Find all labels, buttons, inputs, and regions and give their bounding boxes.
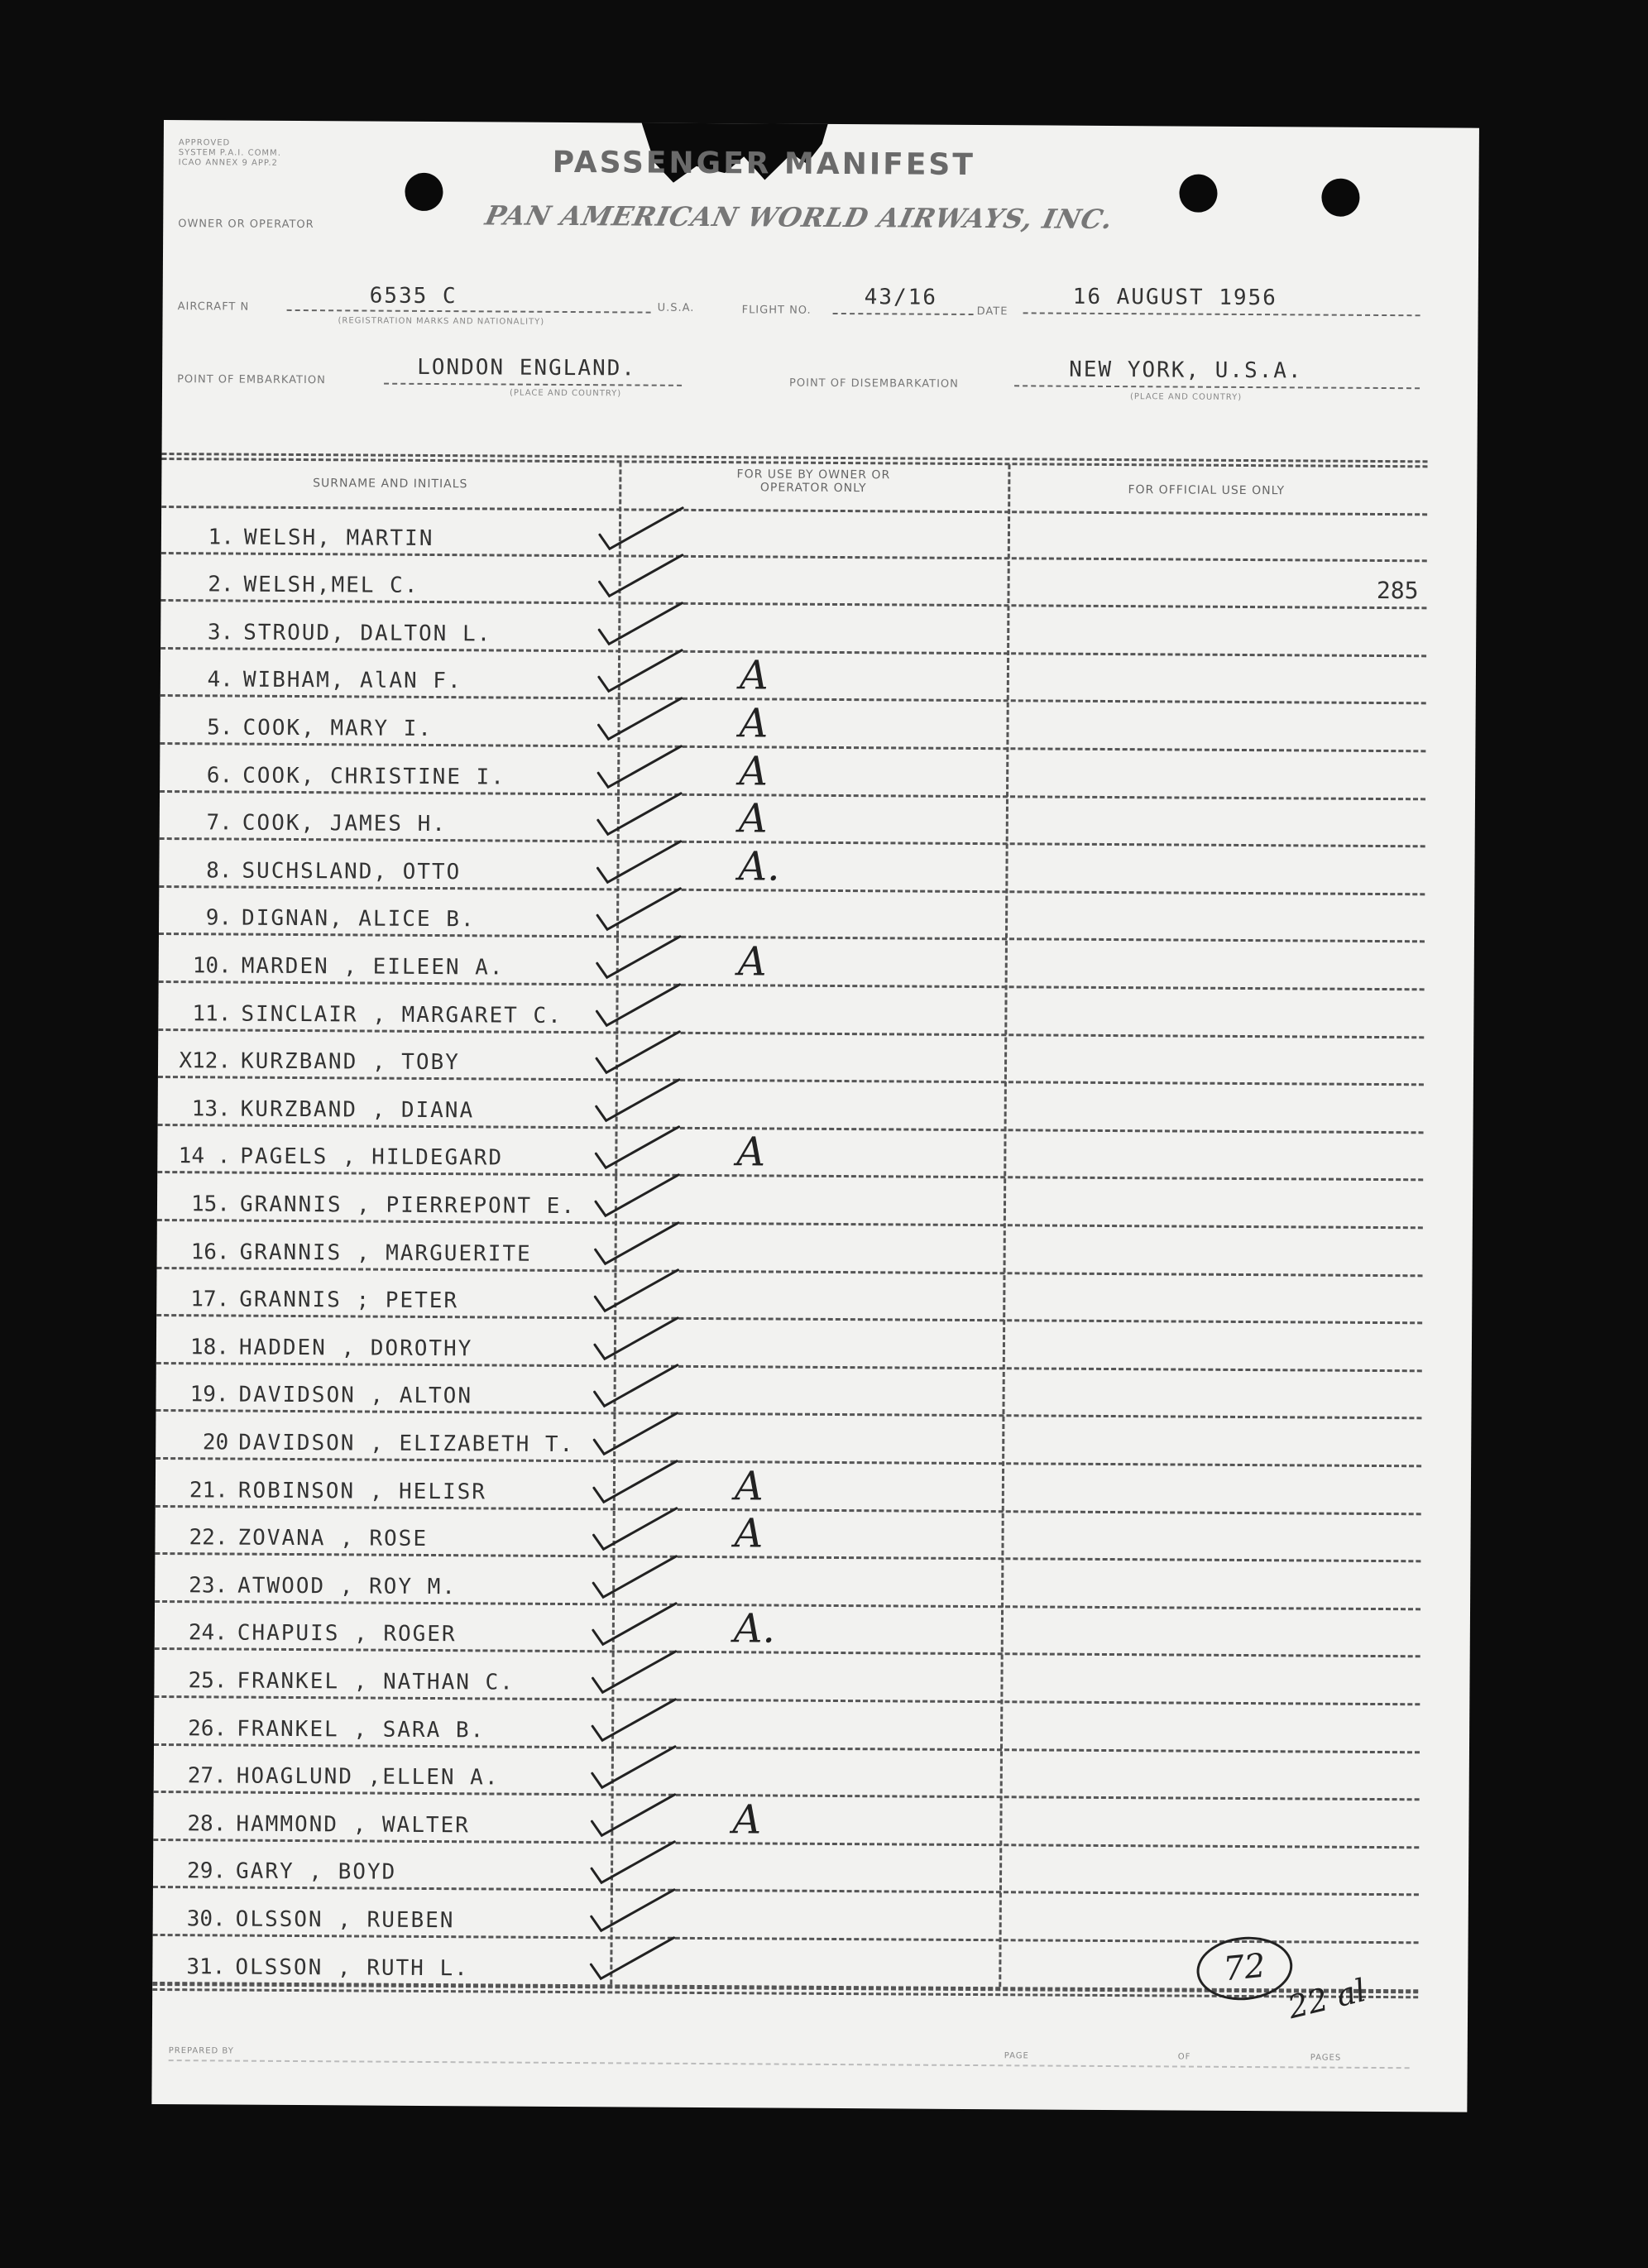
passenger-name: HOAGLUND ,ELLEN A. — [236, 1763, 500, 1791]
row-number: X12. — [179, 1048, 232, 1074]
table-row — [153, 1793, 1468, 1848]
row-number: 28. — [187, 1810, 227, 1837]
row-number: 18. — [189, 1335, 230, 1360]
table-row — [160, 697, 1475, 752]
passenger-name: DAVIDSON , ALTON — [238, 1382, 473, 1409]
underline — [384, 383, 682, 386]
row-number: 31. — [186, 1954, 226, 1980]
row-number: 11. — [192, 1000, 232, 1027]
passenger-name: FRANKEL , SARA B. — [237, 1716, 486, 1743]
passenger-name: OLSSON , RUTH L. — [235, 1954, 469, 1981]
row-number: 2. — [208, 572, 234, 597]
official-entry: 285 — [1376, 577, 1419, 605]
passenger-name: CHAPUIS , ROGER — [237, 1620, 457, 1647]
embark-value: LONDON ENGLAND. — [417, 354, 637, 381]
table-row — [159, 935, 1474, 990]
passenger-name: WELSH,MEL C. — [243, 572, 419, 599]
row-number: 16. — [190, 1239, 230, 1265]
row-number: 29. — [187, 1858, 227, 1884]
page-label: PAGE — [1004, 2051, 1029, 2061]
airline-name: PAN AMERICAN WORLD AIRWAYS, INC. — [482, 199, 1117, 235]
table-row — [157, 1126, 1473, 1182]
row-number: 21. — [189, 1477, 228, 1503]
row-number: 19. — [189, 1382, 229, 1407]
passenger-name: GRANNIS , MARGUERITE — [239, 1239, 532, 1267]
row-number: 7. — [206, 810, 232, 836]
table-row — [160, 793, 1475, 848]
col-header-owner: FOR USE BY OWNER OR OPERATOR ONLY — [736, 468, 891, 496]
passenger-name: OLSSON , RUEBEN — [235, 1906, 455, 1934]
passenger-name: KURZBAND , DIANA — [240, 1096, 475, 1124]
table-row — [158, 1031, 1473, 1086]
pages-label: PAGES — [1310, 2053, 1342, 2063]
row-number: 24. — [188, 1620, 228, 1646]
row-number: 6. — [206, 762, 233, 789]
table-row — [153, 1888, 1468, 1944]
table-row — [155, 1508, 1470, 1563]
table-row — [160, 554, 1476, 610]
row-number: 13. — [191, 1096, 231, 1122]
manifest-sheet — [151, 120, 1479, 2112]
table-row — [156, 1460, 1471, 1515]
disembark-value: NEW YORK, U.S.A. — [1069, 357, 1303, 384]
operator-mark: A — [738, 795, 768, 842]
punch-hole — [1321, 179, 1359, 217]
passenger-name: COOK, CHRISTINE I. — [242, 763, 506, 790]
passenger-name: GRANNIS ; PETER — [239, 1287, 459, 1314]
passenger-name: HAMMOND , WALTER — [236, 1811, 470, 1839]
table-row — [157, 1173, 1473, 1229]
row-number: 26. — [188, 1715, 228, 1742]
table-row — [158, 983, 1473, 1038]
row-number: 8. — [206, 858, 232, 884]
passenger-name: FRANKEL , NATHAN C. — [237, 1668, 515, 1695]
table-row — [161, 506, 1477, 562]
operator-mark: A — [739, 652, 769, 699]
passenger-name: SUCHSLAND, OTTO — [242, 858, 462, 885]
row-number: 17. — [190, 1287, 230, 1312]
operator-mark: A — [734, 1462, 764, 1510]
operator-mark: A — [737, 938, 767, 985]
table-row — [156, 1364, 1471, 1420]
operator-mark: A. — [733, 1605, 775, 1652]
row-number: 14 . — [178, 1144, 231, 1169]
table-row — [154, 1698, 1469, 1753]
row-number: 9. — [205, 905, 232, 931]
passenger-name: MARDEN , EILEEN A. — [241, 953, 505, 981]
table-row — [156, 1412, 1471, 1467]
passenger-name: GARY , BOYD — [235, 1858, 397, 1886]
table-row — [155, 1603, 1470, 1658]
table-row — [160, 650, 1476, 705]
passenger-name: WIBHAM, AlAN F. — [242, 667, 462, 694]
embark-caption: (PLACE AND COUNTRY) — [509, 388, 622, 399]
footer-rule — [169, 2059, 1410, 2069]
check-mark-icon — [582, 1927, 682, 1986]
passenger-name: STROUD, DALTON L. — [243, 620, 492, 647]
prepared-label: PREPARED BY — [168, 2046, 234, 2056]
row-number: 10. — [192, 953, 232, 979]
row-number: 23. — [189, 1572, 228, 1599]
page-title: PASSENGER MANIFEST — [552, 145, 975, 182]
disembark-caption: (PLACE AND COUNTRY) — [1129, 392, 1243, 402]
table-row — [154, 1746, 1469, 1801]
table-row — [155, 1555, 1470, 1610]
operator-mark: A — [739, 700, 769, 747]
passenger-name: GRANNIS , PIERREPONT E. — [239, 1192, 577, 1220]
table-row — [156, 1316, 1472, 1372]
operator-mark: A. — [738, 843, 780, 890]
operator-mark: A — [734, 1510, 764, 1557]
passenger-name: DIGNAN, ALICE B. — [242, 905, 476, 933]
underline — [1023, 312, 1420, 316]
flight-label: FLIGHT NO. — [741, 304, 812, 317]
operator-mark: A — [739, 747, 769, 795]
date-value: 16 AUGUST 1956 — [1072, 284, 1277, 311]
col-header-surname: SURNAME AND INITIALS — [313, 477, 468, 491]
aircraft-value: 6535 C — [369, 283, 458, 309]
table-row — [160, 745, 1475, 800]
passenger-name: PAGELS , HILDEGARD — [240, 1144, 504, 1171]
passenger-name: ROBINSON , HELISR — [237, 1478, 487, 1505]
date-label: DATE — [976, 305, 1008, 319]
row-number: 5. — [207, 715, 233, 741]
table-row — [156, 1269, 1472, 1325]
embark-label: POINT OF EMBARKATION — [177, 373, 326, 387]
row-number: 4. — [207, 667, 233, 693]
passenger-name: DAVIDSON , ELIZABETH T. — [238, 1430, 575, 1458]
of-label: OF — [1177, 2052, 1191, 2062]
row-number: 20 — [202, 1430, 229, 1455]
punch-hole — [1179, 175, 1217, 213]
punch-hole — [405, 173, 443, 211]
table-row — [154, 1650, 1469, 1705]
disembark-label: POINT OF DISEMBARKATION — [789, 376, 959, 391]
col-header-official: FOR OFFICIAL USE ONLY — [1128, 483, 1286, 498]
table-row — [153, 1841, 1468, 1896]
row-number: 30. — [186, 1906, 226, 1932]
passenger-name: KURZBAND , TOBY — [240, 1048, 460, 1076]
underline — [287, 309, 651, 314]
passenger-name: WELSH, MARTIN — [243, 525, 434, 551]
passenger-name: ATWOOD , ROY M. — [237, 1573, 458, 1599]
flight-value: 43/16 — [864, 285, 938, 310]
row-number: 1. — [208, 524, 235, 550]
table-row — [158, 1078, 1473, 1134]
row-number: 22. — [189, 1525, 228, 1551]
underline — [833, 313, 974, 315]
row-number: 3. — [207, 620, 234, 645]
passenger-name: SINCLAIR , MARGARET C. — [241, 1001, 563, 1029]
approval-block: APPROVED SYSTEM P.A.I. COMM. ICAO ANNEX 9 APP.2 — [178, 138, 281, 168]
passenger-name: COOK, MARY I. — [242, 715, 434, 741]
country-label: U.S.A. — [657, 301, 695, 314]
aircraft-caption: (REGISTRATION MARKS AND NATIONALITY) — [338, 316, 545, 327]
passenger-name: HADDEN , DOROTHY — [238, 1335, 473, 1362]
passenger-name: COOK, JAMES H. — [242, 810, 448, 837]
table-row — [159, 888, 1474, 943]
handwritten-note: 22 al — [1284, 1972, 1370, 2026]
circled-total: 72 — [1194, 1932, 1296, 2004]
table-row — [159, 840, 1474, 895]
table-row — [160, 602, 1476, 657]
row-number: 15. — [190, 1192, 231, 1217]
underline — [1014, 385, 1420, 389]
passenger-name: ZOVANA , ROSE — [237, 1525, 429, 1552]
operator-mark: A — [736, 1129, 766, 1176]
operator-mark: A — [732, 1796, 762, 1844]
table-row — [157, 1221, 1473, 1277]
row-number: 25. — [188, 1668, 228, 1694]
owner-label: OWNER OR OPERATOR — [178, 218, 314, 232]
row-number: 27. — [187, 1763, 227, 1789]
aircraft-label: AIRCRAFT N — [177, 300, 250, 314]
